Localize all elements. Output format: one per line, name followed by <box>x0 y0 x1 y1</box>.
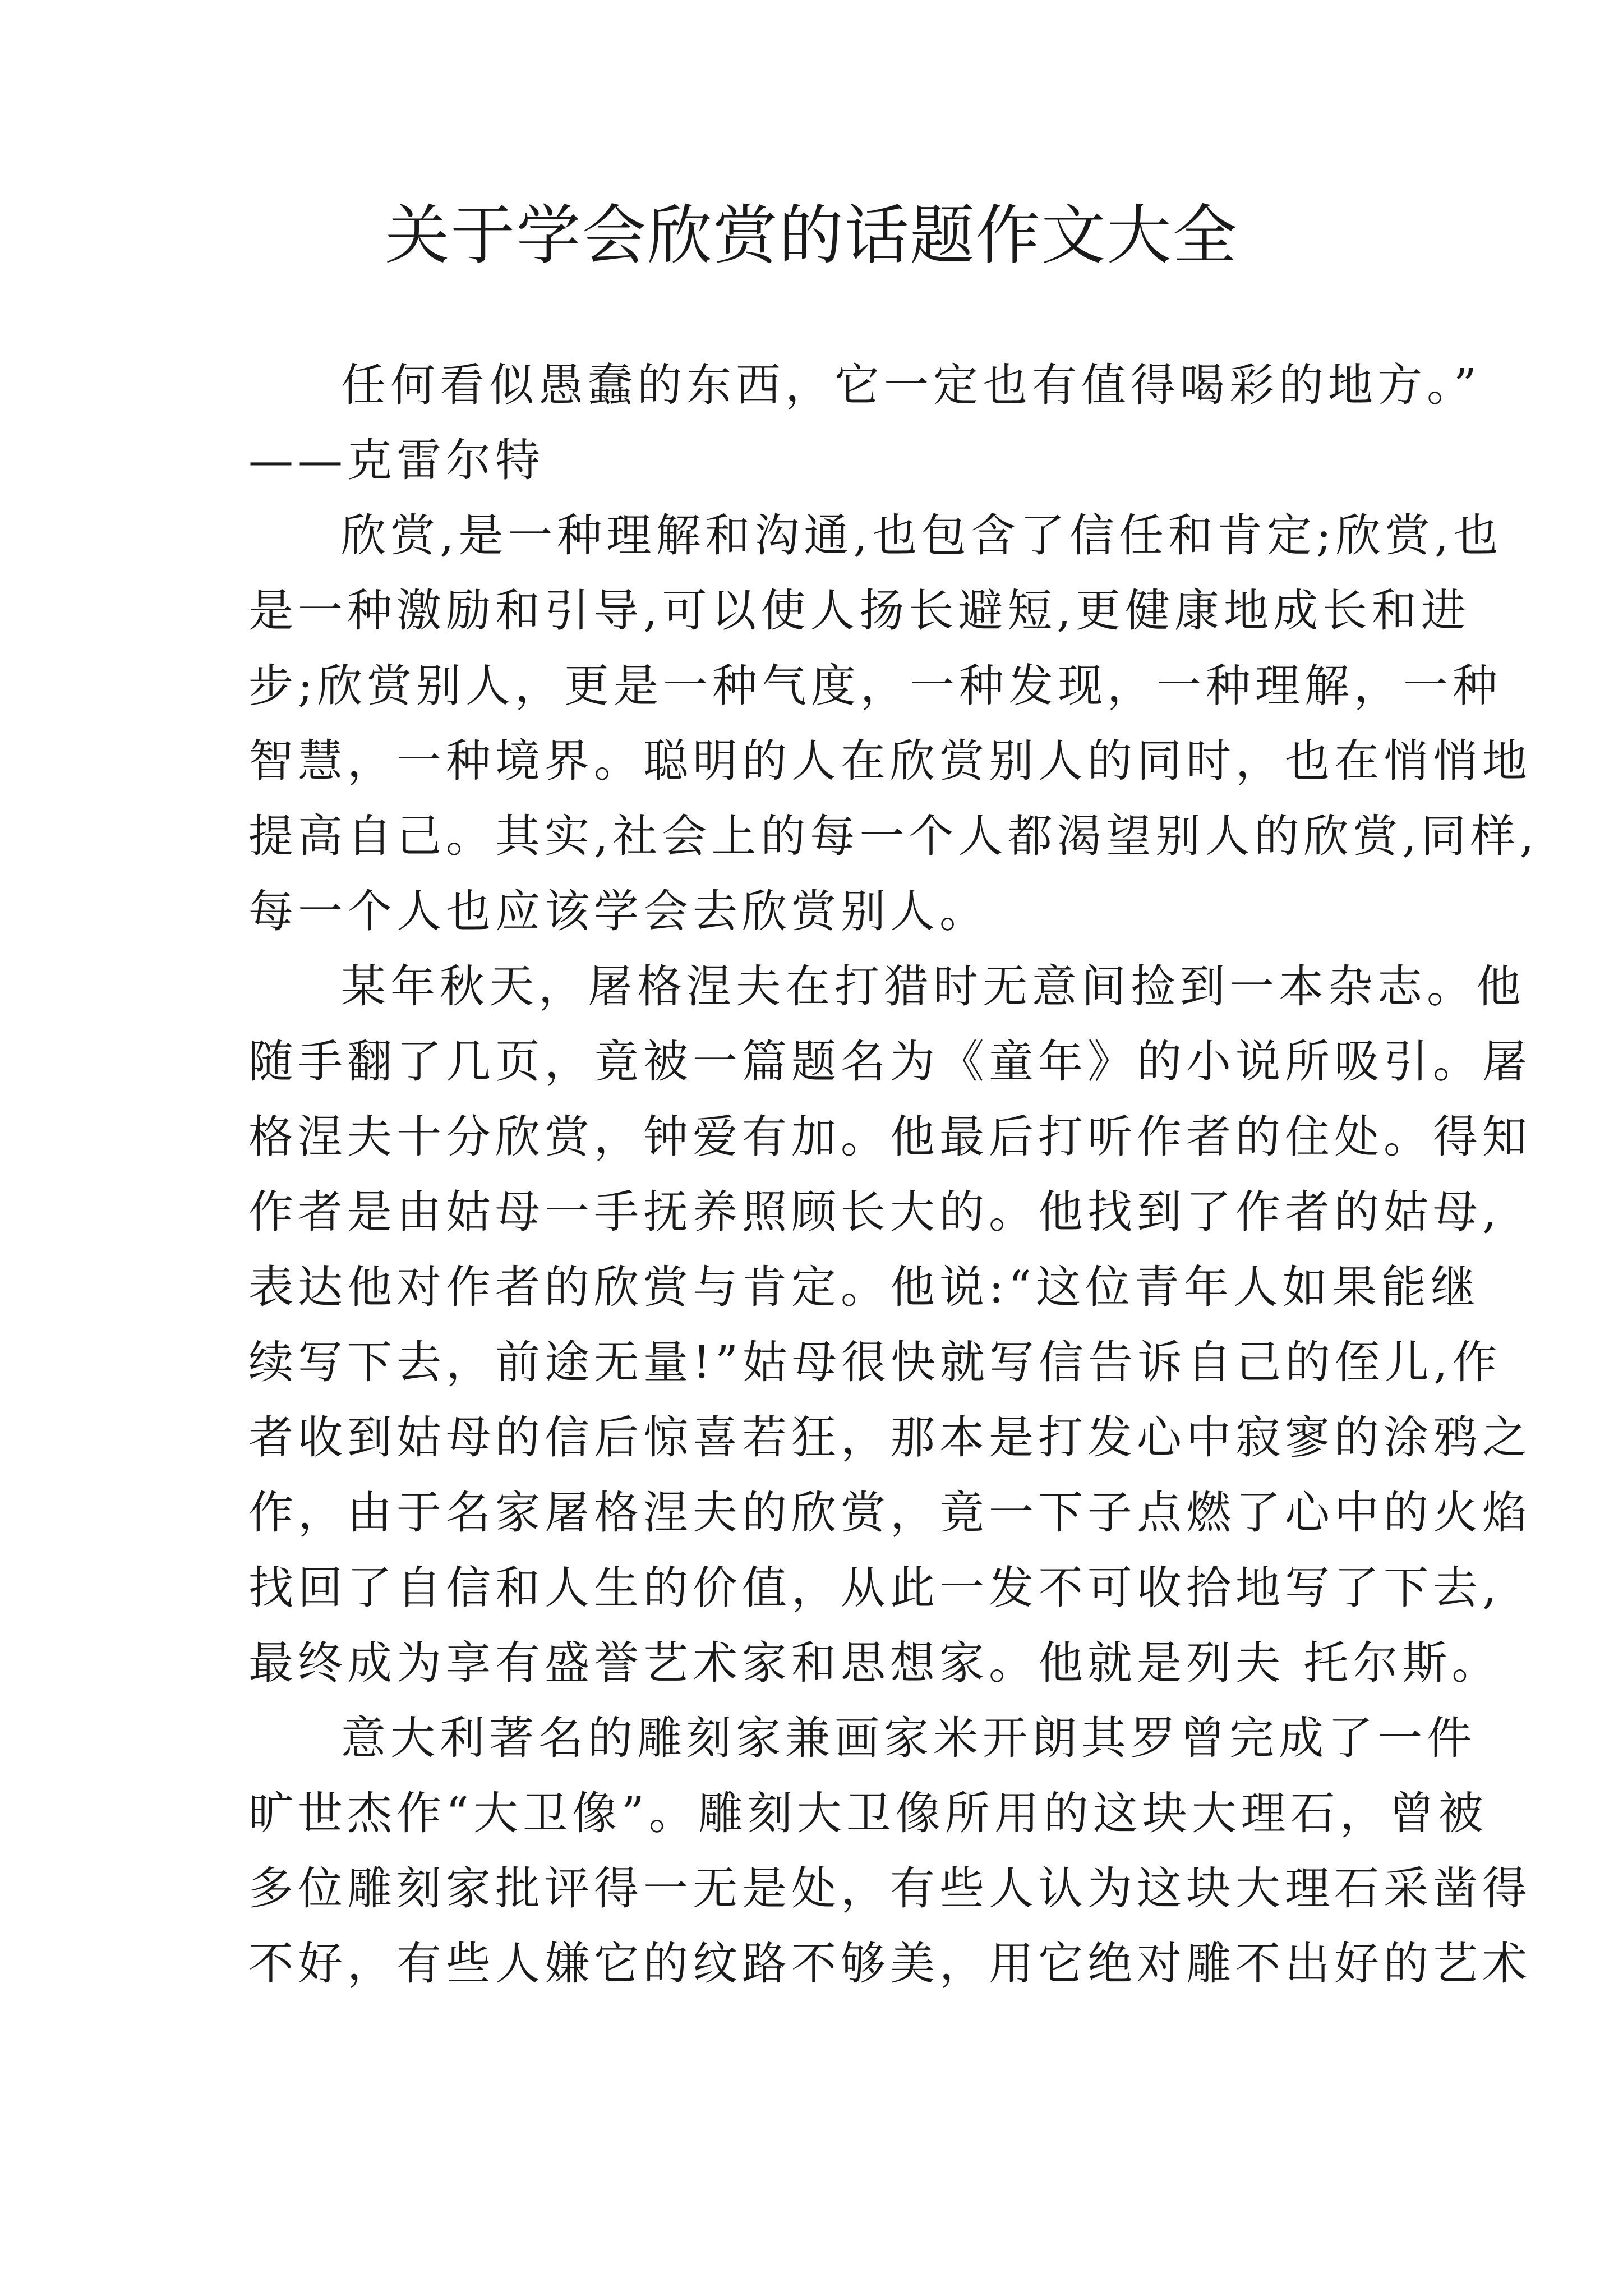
text-line: 格涅夫十分欣赏，钟爱有加。他最后打听作者的住处。得知 <box>248 1111 1532 1163</box>
text-line: 找回了自信和人生的价值，从此一发不可收拾地写了下去, <box>248 1562 1501 1614</box>
text-line: 步;欣赏别人，更是一种气度，一种发现，一种理解，一种 <box>248 660 1502 712</box>
text-line: 某年秋天，屠格涅夫在打猎时无意间捡到一本杂志。他 <box>341 960 1525 1013</box>
text-line: 每一个人也应该学会去欣赏别人。 <box>248 885 989 937</box>
text-line: 提高自己。其实,社会上的每一个人都渴望别人的欣赏,同样, <box>248 810 1539 862</box>
text-line: 是一种激励和引导,可以使人扬长避短,更健康地成长和进 <box>248 585 1470 637</box>
text-line: 表达他对作者的欣赏与肯定。他说:“这位青年人如果能继 <box>248 1261 1480 1313</box>
text-line: 多位雕刻家批评得一无是处，有些人认为这块大理石采凿得 <box>248 1862 1532 1915</box>
document-title: 关于学会欣赏的话题作文大全 <box>385 198 1238 273</box>
text-line: 任何看似愚蠢的东西，它一定也有值得喝彩的地方。” <box>341 359 1481 411</box>
document-body <box>248 348 1539 2001</box>
text-line: 不好，有些人嫌它的纹路不够美，用它绝对雕不出好的艺术 <box>248 1938 1532 1990</box>
text-line: 意大利著名的雕刻家兼画家米开朗其罗曾完成了一件 <box>341 1712 1476 1764</box>
text-line: 者收到姑母的信后惊喜若狂，那本是打发心中寂寥的涂鸦之 <box>248 1411 1532 1464</box>
text-line: 作，由于名家屠格涅夫的欣赏，竟一下子点燃了心中的火焰 <box>248 1487 1532 1539</box>
text-line: 智慧，一种境界。聪明的人在欣赏别人的同时，也在悄悄地 <box>248 735 1532 787</box>
text-line: 旷世杰作“大卫像”。雕刻大卫像所用的这块大理石，曾被 <box>248 1787 1488 1839</box>
text-line: 作者是由姑母一手抚养照顾长大的。他找到了作者的姑母, <box>248 1186 1501 1238</box>
text-line: 欣赏,是一种理解和沟通,也包含了信任和肯定;欣赏,也 <box>341 509 1503 562</box>
text-line: 最终成为享有盛誉艺术家和思想家。他就是列夫 托尔斯。 <box>248 1637 1501 1689</box>
text-line: 续写下去，前途无量!”姑母很快就写信告诉自己的侄儿,作 <box>248 1336 1502 1388</box>
text-line: ——克雷尔特 <box>248 434 545 486</box>
text-line: 随手翻了几页，竟被一篇题名为《童年》的小说所吸引。屠 <box>248 1036 1532 1088</box>
